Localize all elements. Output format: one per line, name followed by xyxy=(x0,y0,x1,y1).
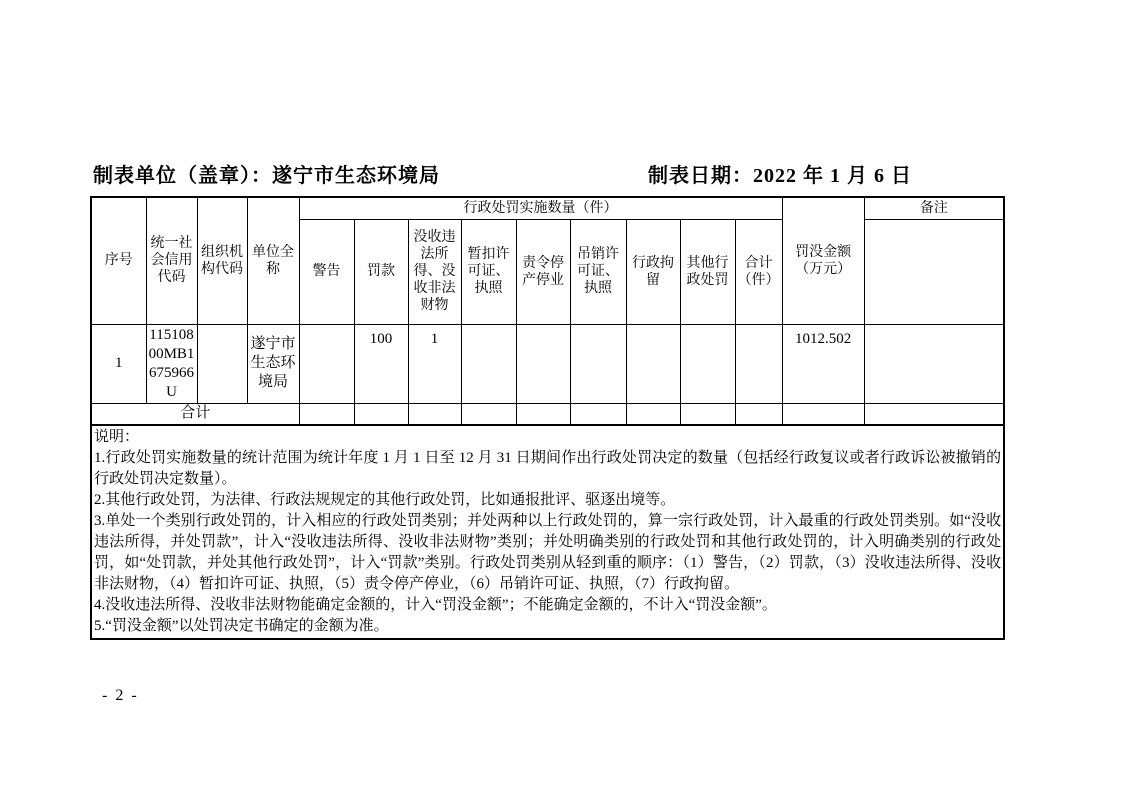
penalty-stats-table xyxy=(90,196,1005,640)
page-number: - 2 - xyxy=(102,687,139,704)
header-fine: 罚款 xyxy=(354,219,408,324)
note-line-2: 2.其他行政处罚，为法律、行政法规规定的其他行政处罚，比如通报批评、驱逐出境等。 xyxy=(94,492,676,508)
header-halt-production: 责令停产停业 xyxy=(516,219,570,324)
total-fine-count xyxy=(354,403,408,425)
note-line-3: 3.单处一个类别行政处罚的，计入相应的行政处罚类别；并处两种以上行政处罚的，算一宗行政处罚，计入最重的行政处罚类别。如“没收违法所得，并处罚款”，计入“没收违法所得、没收非法财物”类别；并处明确类别的行政处罚和其他行政处罚的，计入明确类别的行政处罚，如“处罚款，并处其他行政处罚”，计入“罚款”类别。行政处罚类别从轻到重的顺序：（1）警告，（2）罚款，（3）没收违法所得、没收非法财物，（4）暂扣许可证、执照，（5）责令停产停业，（6）吊销许可证、执照，（7）行政拘留。 xyxy=(94,513,1002,592)
note-line-1: 1.行政处罚实施数量的统计范围为统计年度 1 月 1 日至 12 月 31 日期间作出行政处罚决定的数量（包括经行政复议或者行政诉讼被撤销的行政处罚决定数量）。 xyxy=(94,450,1002,487)
total-detention-count xyxy=(626,403,680,425)
total-revoke-count xyxy=(570,403,626,425)
header-amount: 罚没金额（万元） xyxy=(782,197,864,324)
doc-header xyxy=(0,159,1122,185)
notes-row xyxy=(91,425,1004,639)
cell-org-code xyxy=(197,324,247,403)
header-group-penalty-count: 行政处罚实施数量（件） xyxy=(299,197,782,219)
header-serial: 序号 xyxy=(91,197,146,324)
cell-remark xyxy=(864,324,1004,403)
header-other-penalty: 其他行政处罚 xyxy=(680,219,735,324)
header-total-count: 合计（件） xyxy=(735,219,782,324)
header-remark: 备注 xyxy=(864,197,1004,219)
cell-warning-count xyxy=(299,324,354,403)
header-org-code: 组织机构代码 xyxy=(197,197,247,324)
cell-amount: 1012.502 xyxy=(782,324,864,403)
cell-serial: 1 xyxy=(91,324,146,403)
cell-total-count xyxy=(735,324,782,403)
header-uscc: 统一社会信用代码 xyxy=(146,197,197,324)
note-line-4: 4.没收违法所得、没收非法财物能确定金额的，计入“罚没金额”；不能确定金额的，不计入“罚没金额”。 xyxy=(94,597,777,613)
header-remark-empty xyxy=(864,219,1004,324)
cell-fine-count: 100 xyxy=(354,324,408,403)
total-confiscation-count xyxy=(408,403,461,425)
total-remark-cell xyxy=(864,403,1004,425)
cell-confiscation-count: 1 xyxy=(408,324,461,403)
header-detention: 行政拘留 xyxy=(626,219,680,324)
prepared-by-label: 制表单位（盖章）：遂宁市生态环境局 xyxy=(93,165,440,187)
total-amount-cell xyxy=(782,403,864,425)
cell-uscc: 11510800MB1675966U xyxy=(146,324,197,403)
header-warning: 警告 xyxy=(299,219,354,324)
cell-revoke-count xyxy=(570,324,626,403)
header-row-top xyxy=(91,197,1004,219)
header-suspend-license: 暂扣许可证、执照 xyxy=(461,219,516,324)
cell-halt-count xyxy=(516,324,570,403)
notes-section xyxy=(91,425,1004,639)
total-suspend-count xyxy=(461,403,516,425)
cell-other-count xyxy=(680,324,735,403)
total-halt-count xyxy=(516,403,570,425)
table-row xyxy=(91,324,1004,403)
total-warning-count xyxy=(299,403,354,425)
note-line-5: 5.“罚没金额”以处罚决定书确定的金额为准。 xyxy=(94,618,389,634)
total-label-cell: 合计 xyxy=(91,403,299,425)
total-other-count xyxy=(680,403,735,425)
cell-suspend-count xyxy=(461,324,516,403)
cell-detention-count xyxy=(626,324,680,403)
header-revoke-license: 吊销许可证、执照 xyxy=(570,219,626,324)
header-unit-name: 单位全称 xyxy=(247,197,299,324)
total-row xyxy=(91,403,1004,425)
cell-unit-name: 遂宁市生态环境局 xyxy=(247,324,299,403)
total-count-cell xyxy=(735,403,782,425)
header-confiscation: 没收违法所得、没收非法财物 xyxy=(408,219,461,324)
report-date-label: 制表日期：2022 年 1 月 6 日 xyxy=(648,165,912,187)
notes-title: 说明： xyxy=(94,429,140,445)
